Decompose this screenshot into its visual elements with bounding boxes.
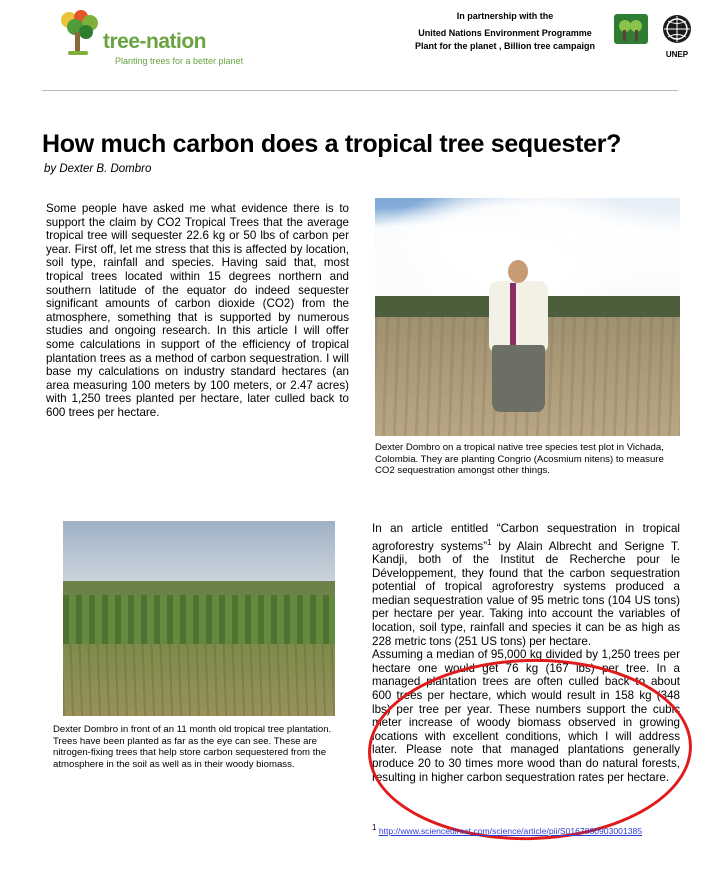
partnership-text	[400, 10, 610, 53]
partnership-line1: In partnership with the	[456, 11, 554, 21]
partnership-line3: Plant for the planet , Billion tree campaign	[414, 41, 596, 51]
person-figure	[485, 260, 552, 412]
person-strap	[510, 283, 515, 350]
left-column-body	[46, 202, 349, 420]
partner-logos	[614, 12, 704, 60]
page-title: How much carbon does a tropical tree sequester?	[42, 130, 622, 158]
tree-nation-logo	[55, 8, 265, 70]
person-torso	[489, 281, 548, 351]
document-header	[0, 0, 720, 78]
footnote-number: 1	[372, 823, 377, 832]
right-column-body	[372, 522, 680, 784]
photo-plantation	[63, 521, 335, 716]
footnote-marker: 1	[487, 537, 492, 547]
footnote-link[interactable]: http://www.sciencedirect.com/science/article/pii/S0167880903001385	[378, 825, 643, 836]
footnote	[372, 823, 680, 836]
byline: by Dexter B. Dombro	[44, 163, 152, 175]
photo-dexter-test-plot	[375, 198, 680, 436]
billion-tree-campaign-logo	[614, 14, 648, 48]
plantation-sky	[63, 521, 335, 587]
partnership-line2: United Nations Environment Programme	[418, 28, 592, 38]
logo-wordmark: tree-nation	[103, 30, 207, 53]
person-head	[508, 260, 528, 283]
right-column-paragraph-1	[372, 522, 680, 648]
logo-tagline: Planting trees for a better planet	[115, 56, 244, 66]
unep-logo-label: UNEP	[665, 50, 689, 59]
tree-icon	[57, 10, 101, 56]
right-column-paragraph-2: Assuming a median of 95,000 kg divided by 1,250 trees per hectare one would get 76 kg (167 lbs) per tree. In a managed plantation trees are often culled back to about 600 trees per hectare, which would result in 158 kg (348 lbs) per tree per year. These numbers support the cubic meter increase of woody biomass observed in growing locations with excellent conditions, which I will address later. Please note that managed plantations generally produce 20 to 30 times more wood than do natural forests, resulting in higher carbon sequestration rates per hectare.	[372, 648, 680, 784]
right-column-text-1: In an article entitled “Carbon sequestration in tropical agroforestry systems”	[372, 522, 680, 553]
right-column-text-2: by Alain Albrecht and Serigne T. Kandji, both of the Institut de Recherche pour le Développement, they found that the carbon sequestration potential of tropical agroforestry systems produced a median sequestration value of 95 metric tons (104 US tons) per hectare per year. Taking into account the variables of location, soil type, rainfall and species it can be as high as 228 metric tons (251 US tons) per hectare.	[372, 539, 680, 648]
plantation-young-trees	[63, 595, 335, 646]
person-legs	[492, 345, 546, 412]
photo-plantation-caption: Dexter Dombro in front of an 11 month old tropical tree plantation. Trees have been planted as far as the eye can see. These are nitrogen-fixing trees that help store carbon sequestered from the atmosphere in the soil as well as in their woody biomass.	[53, 724, 332, 770]
photo-dexter-test-plot-caption: Dexter Dombro on a tropical native tree species test plot in Vichada, Colombia. They are planting Congrio (Acosmium nitens) to measure CO2 sequestration amongst other things.	[375, 442, 664, 477]
plantation-foreground-grass	[63, 644, 335, 716]
unep-logo	[660, 14, 694, 48]
left-column-paragraph: Some people have asked me what evidence there is to support the claim by CO2 Tropical Trees that the average tropical tree will sequester 22.6 kg or 50 lbs of carbon per year. First off, let me stress that this is affected by location, soil type, rainfall and species. Having said that, most tropical trees located within 15 degrees northern and southern latitude of the equator do indeed sequester significant amounts of carbon dioxide (CO2) from the atmosphere, something that is supported by numerous studies and ongoing research. In this article I will offer some calculations in support of the efficiency of tropical plantation trees as a method of carbon sequestration. I will base my calculations on industry standard hectares (an area measuring 100 meters by 100 meters, or 2.47 acres) with 1,250 trees planted per hectare, later culled back to 600 trees per hectare.	[46, 202, 349, 419]
header-divider	[42, 90, 678, 91]
